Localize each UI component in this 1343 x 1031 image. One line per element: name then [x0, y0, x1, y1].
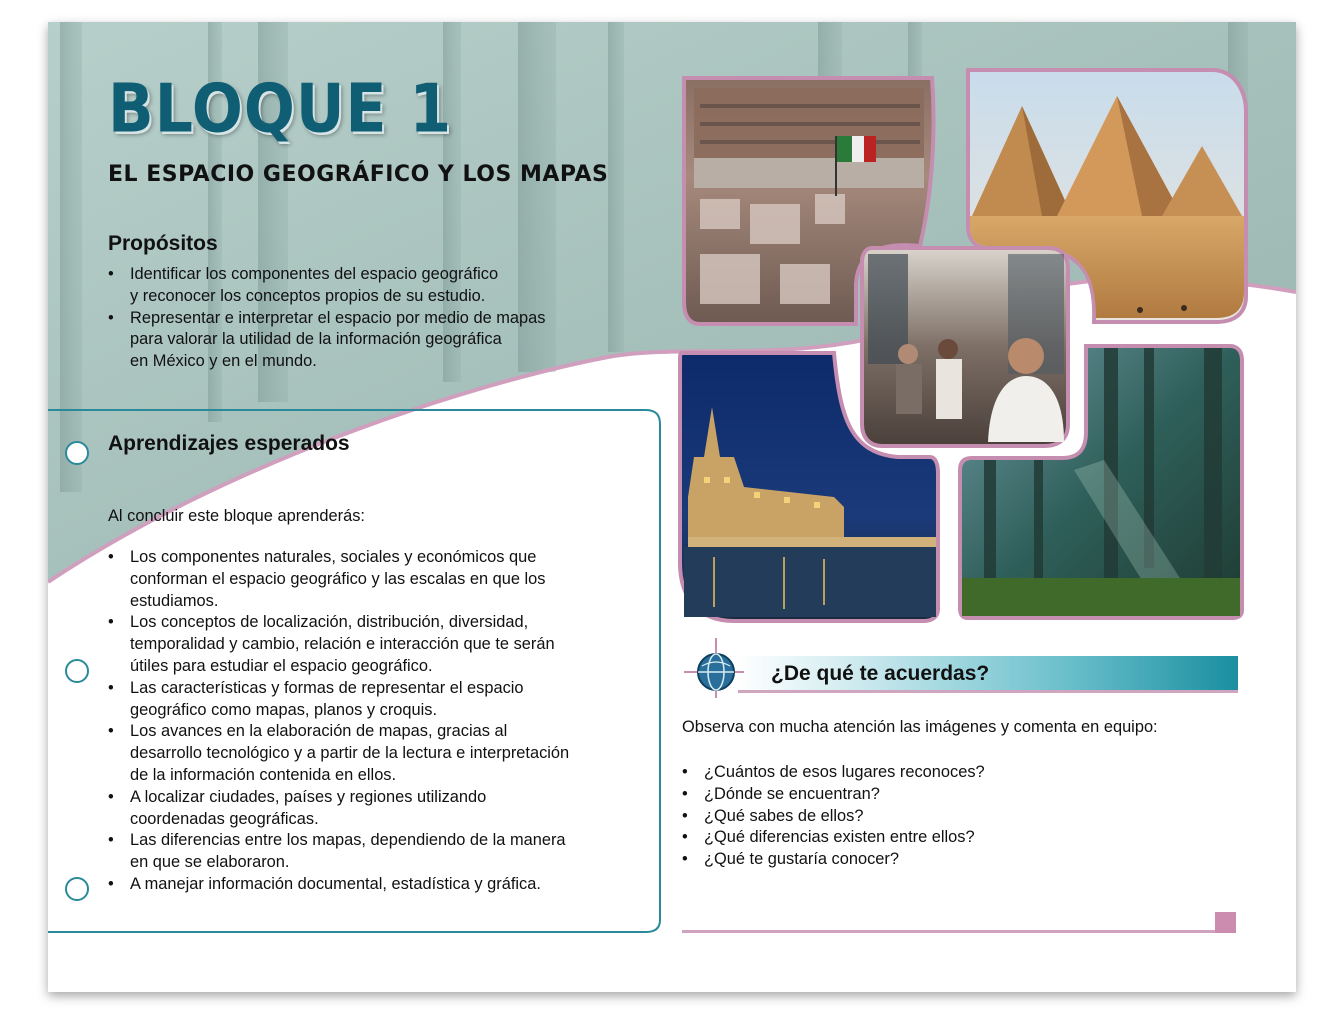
page-subtitle: EL ESPACIO GEOGRÁFICO Y LOS MAPAS — [108, 162, 609, 187]
bullet-circle-icon — [65, 659, 89, 683]
recuerdas-heading: ¿De qué te acuerdas? — [771, 662, 990, 685]
list-item: • A localizar ciudades, países y regiones utilizando coordenadas geográficas. — [108, 787, 648, 831]
bullet-circle-icon — [65, 877, 89, 901]
aprendizajes-heading: Aprendizajes esperados — [108, 432, 350, 455]
list-item: • Los avances en la elaboración de mapas, gracias al desarrollo tecnológico y a partir de la lectura e interpretación de la información contenida en ellos. — [108, 721, 648, 786]
photo-forest — [954, 340, 1248, 622]
bottom-divider — [682, 930, 1222, 933]
list-item: • A manejar información documental, estadística y gráfica. — [108, 874, 648, 896]
list-item: • Identificar los componentes del espacio geográfico y reconocer los conceptos propios de su estudio. — [108, 264, 628, 308]
list-item: • Los conceptos de localización, distribución, diversidad, temporalidad y cambio, relación e interacción que te serán útiles para estudiar el espacio geográfico. — [108, 612, 648, 677]
photo-paris-night — [674, 347, 944, 625]
aprendizajes-list — [108, 547, 648, 896]
recuerdas-intro: Observa con mucha atención las imágenes y comenta en equipo: — [682, 718, 1158, 736]
list-item: • Las diferencias entre los mapas, dependiendo de la manera en que se elaboraron. — [108, 830, 648, 874]
page-title: BLOQUE 1 — [108, 70, 453, 149]
list-item: • ¿Qué diferencias existen entre ellos? — [682, 827, 1182, 849]
propositos-heading: Propósitos — [108, 232, 218, 255]
list-item: • ¿Dónde se encuentran? — [682, 784, 1182, 806]
pink-square-marker — [1215, 912, 1236, 933]
list-item: • Las características y formas de representar el espacio geográfico como mapas, planos y croquis. — [108, 678, 648, 722]
globe-icon — [684, 638, 744, 698]
list-item: • Los componentes naturales, sociales y económicos que conforman el espacio geográfico y las escalas en que los estudiamos. — [108, 547, 648, 612]
recuerdas-list — [682, 762, 1182, 871]
propositos-list — [108, 264, 628, 373]
aprendizajes-intro: Al concluir este bloque aprenderás: — [108, 507, 365, 525]
list-item: • Representar e interpretar el espacio por medio de mapas para valorar la utilidad de la información geográfica en México y en el mundo. — [108, 308, 628, 373]
list-item: • ¿Qué sabes de ellos? — [682, 806, 1182, 828]
list-item: • ¿Qué te gustaría conocer? — [682, 849, 1182, 871]
list-item: • ¿Cuántos de esos lugares reconoces? — [682, 762, 1182, 784]
textbook-page — [48, 22, 1296, 992]
bullet-circle-icon — [65, 441, 89, 465]
